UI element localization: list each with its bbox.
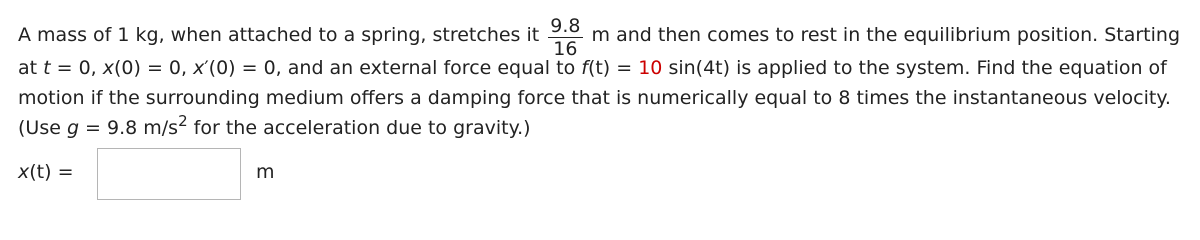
problem-line-1 [18,13,1180,58]
exponent: 2 [178,112,188,130]
line2-force-rest: sin(4t) is applied to the system. Find the equation of [662,57,1167,79]
line1-after-fraction: m and then comes to rest in the equilibrium position. Starting [591,24,1181,46]
problem-line-4 [18,112,531,139]
line2-xp0-rest: ′(0) = 0, and an external force equal to [204,57,582,79]
line2-eq1: = 0, [50,57,103,79]
fraction-denominator: 16 [553,38,578,60]
answer-input[interactable] [97,148,241,200]
line2-eq2: = [610,57,639,79]
problem-line-3: motion if the surrounding medium offers a damping force that is numerically equal to 8 times the instantaneous velocity. [18,87,1171,109]
line4-before-g: (Use [18,117,67,139]
line1-before-fraction: A mass of 1 kg, when attached to a spring, stretches it [18,24,540,46]
variable-g: g [66,117,80,139]
force-coefficient: 10 [638,57,663,79]
answer-label-var: x [18,161,30,183]
answer-row [18,148,418,200]
line4-after: for the acceleration due to gravity.) [187,117,531,139]
fraction-numerator: 9.8 [550,15,581,37]
line2-f-args: (t) [587,57,611,79]
variable-f: f [581,57,588,79]
problem-line-2 [18,57,1167,79]
answer-label-rest: (t) = [29,161,74,183]
answer-label [18,161,73,183]
variable-xp0: x [193,57,205,79]
variable-x0: x [102,57,115,79]
answer-unit: m [256,161,275,183]
line2-x0-rest: (0) = 0, [114,57,194,79]
variable-t: t [43,57,51,79]
line2-at: at [18,57,44,79]
line4-middle: = 9.8 m/s [79,117,179,139]
stretch-fraction [548,15,582,60]
